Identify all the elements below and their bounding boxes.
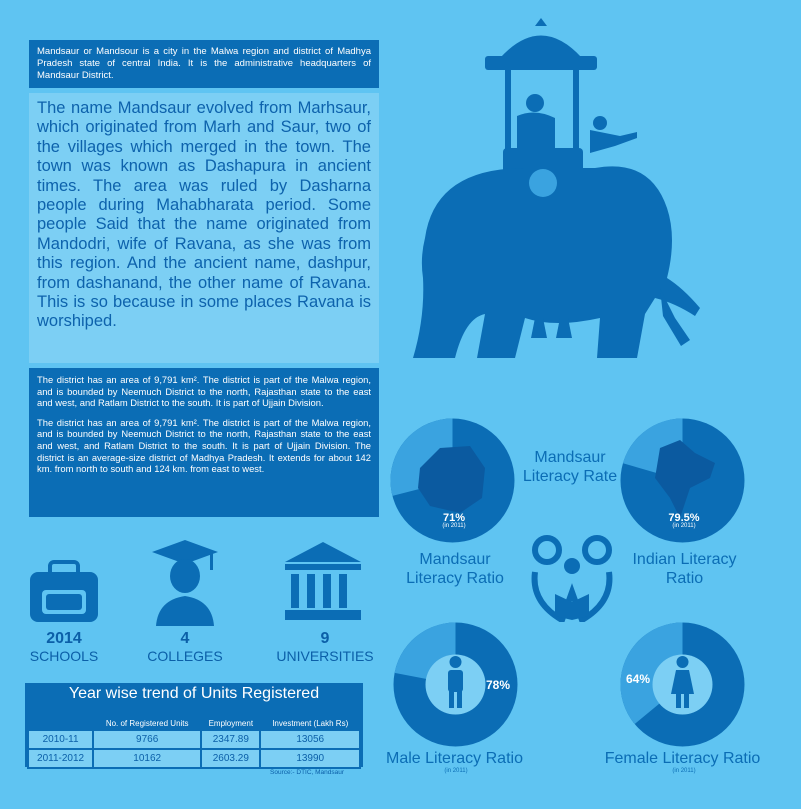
table-header: No. of Registered Units: [105, 719, 189, 728]
female-year: (in 2011): [672, 768, 696, 774]
universities-count: 9: [320, 630, 330, 647]
colleges-stat: [135, 630, 235, 664]
table-cell: 9766: [93, 730, 201, 749]
table-cell: 10162: [93, 749, 201, 768]
universities-stat: [270, 630, 380, 664]
female-percent: 64%: [625, 672, 651, 686]
graduate-icon: [150, 538, 220, 626]
indian-ratio-label: Indian Literacy Ratio: [632, 551, 737, 587]
table-cell: 13990: [260, 749, 360, 768]
table-header: [28, 705, 93, 730]
area-paragraph-1: The district has an area of 9,791 km². The district is part of the Malwa region, and is bounded by Neemuch District to the north, Rajasthan state to the east and west, and Ratlam District to the south. It is part of Ujjain Division.: [37, 374, 371, 409]
mandsaur-ratio-label: Mandsaur Literacy Ratio: [406, 551, 504, 587]
area-paragraph-2: The district has an area of 9,791 km². The district is part of the Malwa region, and is bounded by Neemuch District to the north, Rajasthan state to the east and west, and Ratlam District to the south. It is part of Ujjain Division. The district is an average-size district of Madhya Pradesh. It extends for about 142 km. from north to south and 124 km. from east to west.: [37, 416, 371, 475]
table-cell: 2011-2012: [28, 749, 93, 768]
table-header: Employment: [208, 719, 254, 728]
male-percent: 78%: [485, 678, 511, 692]
table-header: Investment (Lakh Rs): [272, 719, 349, 728]
schools-stat: [14, 630, 114, 664]
intro-text: Mandsaur or Mandsour is a city in the Malwa region and district of Madhya Pradesh state of central India. It is the administrative headquarters of Mandsaur District.: [29, 40, 379, 88]
source-note: Source:- DTIC, Mandsaur: [270, 769, 345, 776]
indian-percent: 79.5%: [668, 512, 700, 524]
schools-label: SCHOOLS: [29, 648, 99, 664]
mandsaur-percent: 71%: [442, 512, 466, 524]
school-bag-icon: [28, 560, 100, 624]
table-title: Year wise trend of Units Registered: [68, 685, 320, 702]
center-literacy-label: Mandsaur Literacy Rate: [522, 449, 618, 485]
mandsaur-year: (in 2011): [442, 523, 466, 529]
table-cell: 2603.29: [201, 749, 260, 768]
sun-emblem-icon: [529, 169, 557, 197]
female-ratio-label: Female Literacy Ratio: [604, 750, 761, 767]
table-cell: 2010-11: [28, 730, 93, 749]
elephant-howdah-illustration: [405, 18, 705, 378]
male-year: (in 2011): [444, 768, 468, 774]
table-row: [28, 749, 360, 768]
district-area-text: [29, 368, 379, 517]
schools-count: 2014: [46, 630, 82, 647]
table-cell: 2347.89: [201, 730, 260, 749]
male-ratio-label: Male Literacy Ratio: [386, 750, 523, 767]
indian-year: (in 2011): [672, 523, 696, 529]
table-cell: 13056: [260, 730, 360, 749]
units-registered-table: [25, 683, 363, 767]
family-reading-icon: [527, 532, 617, 622]
table-row: [28, 730, 360, 749]
colleges-count: 4: [180, 630, 190, 647]
name-origin-text: The name Mandsaur evolved from Marhsaur, which originated from Marh and Saur, two of the villages which merged in the town. The town was known as Dashapura in ancient times. The area was ruled by Dasharna people during Mahabharata period. Some people Said that the name originated from Mandodri, wife of Ravana, as she was from this region. And the ancient name, dashpur, from dashanand, the other name of Ravana. This is so because in some places Ravana is worshiped.: [29, 93, 379, 363]
colleges-label: COLLEGES: [147, 648, 223, 664]
universities-label: UNIVERSITIES: [276, 648, 374, 664]
university-building-icon: [283, 540, 363, 622]
